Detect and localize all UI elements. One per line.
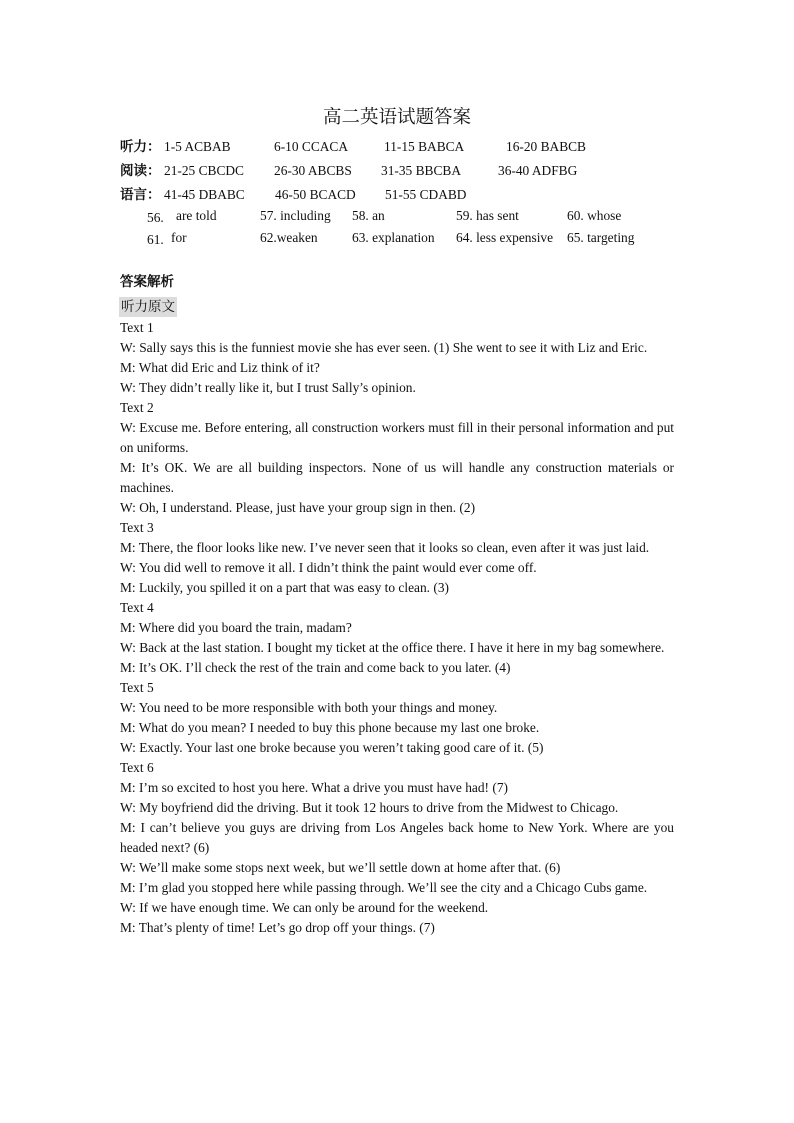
listening-answer-row xyxy=(120,136,620,158)
transcript-line: M: I’m glad you stopped here while passing through. We’ll see the city and a Chicago Cubs game. xyxy=(120,880,648,895)
fill-answer: 59. has sent xyxy=(456,208,519,223)
answer-group: 16-20 BABCB xyxy=(506,139,586,154)
transcript-line: M: Where did you board the train, madam? xyxy=(120,620,352,635)
reading-label: 阅读： xyxy=(120,163,161,179)
transcript-line: M: There, the floor looks like new. I’ve never seen that it looks so clean, even after it was just laid. xyxy=(120,540,650,555)
answer-group: 1-5 ACBAB xyxy=(164,139,231,154)
transcript-line: M: Luckily, you spilled it on a part that was easy to clean. (3) xyxy=(120,580,449,595)
language-label: 语言： xyxy=(120,187,161,203)
item-number: 61. xyxy=(147,232,164,247)
transcript-line: W: Oh, I understand. Please, just have your group sign in then. (2) xyxy=(120,500,476,515)
transcript-line: W: You need to be more responsible with both your things and money. xyxy=(120,700,498,715)
transcript-line: W: Exactly. Your last one broke because you weren’t taking good care of it. (5) xyxy=(120,740,544,755)
reading-answer-row xyxy=(120,160,620,182)
answer-group: 21-25 CBCDC xyxy=(164,163,244,178)
fill-answer: 57. including xyxy=(260,208,331,223)
answer-group: 46-50 BCACD xyxy=(275,187,356,202)
answer-group: 26-30 ABCBS xyxy=(274,163,352,178)
fill-answer: 60. whose xyxy=(567,208,622,223)
answer-group: 41-45 DBABC xyxy=(164,187,245,202)
item-number: 56. xyxy=(147,210,164,225)
transcript-line: W: If we have enough time. We can only be around for the weekend. xyxy=(120,900,489,915)
answer-group: 31-35 BBCBA xyxy=(381,163,461,178)
transcript-line: W: They didn’t really like it, but I trust Sally’s opinion. xyxy=(120,380,416,395)
transcript-line: M: What do you mean? I needed to buy this phone because my last one broke. xyxy=(120,720,540,735)
transcript-line: Text 1 xyxy=(120,320,154,335)
transcript-line: Text 4 xyxy=(120,600,154,615)
fill-answer: 62.weaken xyxy=(260,230,318,245)
answer-group: 51-55 CDABD xyxy=(385,187,467,202)
transcript-line: Text 6 xyxy=(120,760,154,775)
transcript-line: M: I can’t believe you guys are driving from Los Angeles back home to New York. Where are you headed next? (6) xyxy=(120,820,674,855)
transcript-line: M: That’s plenty of time! Let’s go drop off your things. (7) xyxy=(120,920,435,935)
transcript-line: W: We’ll make some stops next week, but we’ll settle down at home after that. (6) xyxy=(120,860,561,875)
transcript-line: M: It’s OK. I’ll check the rest of the train and come back to you later. (4) xyxy=(120,660,511,675)
fill-answer: 65. targeting xyxy=(567,230,635,245)
answer-group: 11-15 BABCA xyxy=(384,139,465,154)
fill-answer-row-1 xyxy=(0,205,794,227)
transcript-line: M: I’m so excited to host you here. What a drive you must have had! (7) xyxy=(120,780,508,795)
transcript-line: M: What did Eric and Liz think of it? xyxy=(120,360,320,375)
analysis-heading: 答案解析 xyxy=(120,274,174,290)
fill-answer-row-2 xyxy=(0,227,794,249)
fill-answer: are told xyxy=(176,208,217,223)
answer-group: 36-40 ADFBG xyxy=(498,163,578,178)
transcript-line: W: My boyfriend did the driving. But it took 12 hours to drive from the Midwest to Chicago. xyxy=(120,800,619,815)
answer-group: 6-10 CCACA xyxy=(274,139,349,154)
transcript-heading: 听力原文 xyxy=(121,299,175,315)
listening-transcript xyxy=(120,318,674,938)
transcript-line: Text 2 xyxy=(120,400,154,415)
fill-answer: 58. an xyxy=(352,208,385,223)
fill-answer: 63. explanation xyxy=(352,230,435,245)
transcript-line: Text 3 xyxy=(120,520,154,535)
transcript-line: M: It’s OK. We are all building inspectors. None of us will handle any construction materials or machines. xyxy=(120,460,674,495)
language-answer-row xyxy=(120,184,620,206)
fill-answer: for xyxy=(171,230,187,245)
transcript-line: Text 5 xyxy=(120,680,154,695)
page-title: 高二英语试题答案 xyxy=(322,107,471,128)
fill-answer: 64. less expensive xyxy=(456,230,554,245)
listening-label: 听力： xyxy=(120,139,161,155)
transcript-line: W: Excuse me. Before entering, all construction workers must fill in their personal information and put on uniforms. xyxy=(120,420,674,455)
transcript-line: W: You did well to remove it all. I didn’t think the paint would ever come off. xyxy=(120,560,537,575)
transcript-line: W: Sally says this is the funniest movie she has ever seen. (1) She went to see it with Liz and Eric. xyxy=(120,340,648,355)
transcript-line: W: Back at the last station. I bought my ticket at the office there. I have it here in my bag somewhere. xyxy=(120,640,665,655)
